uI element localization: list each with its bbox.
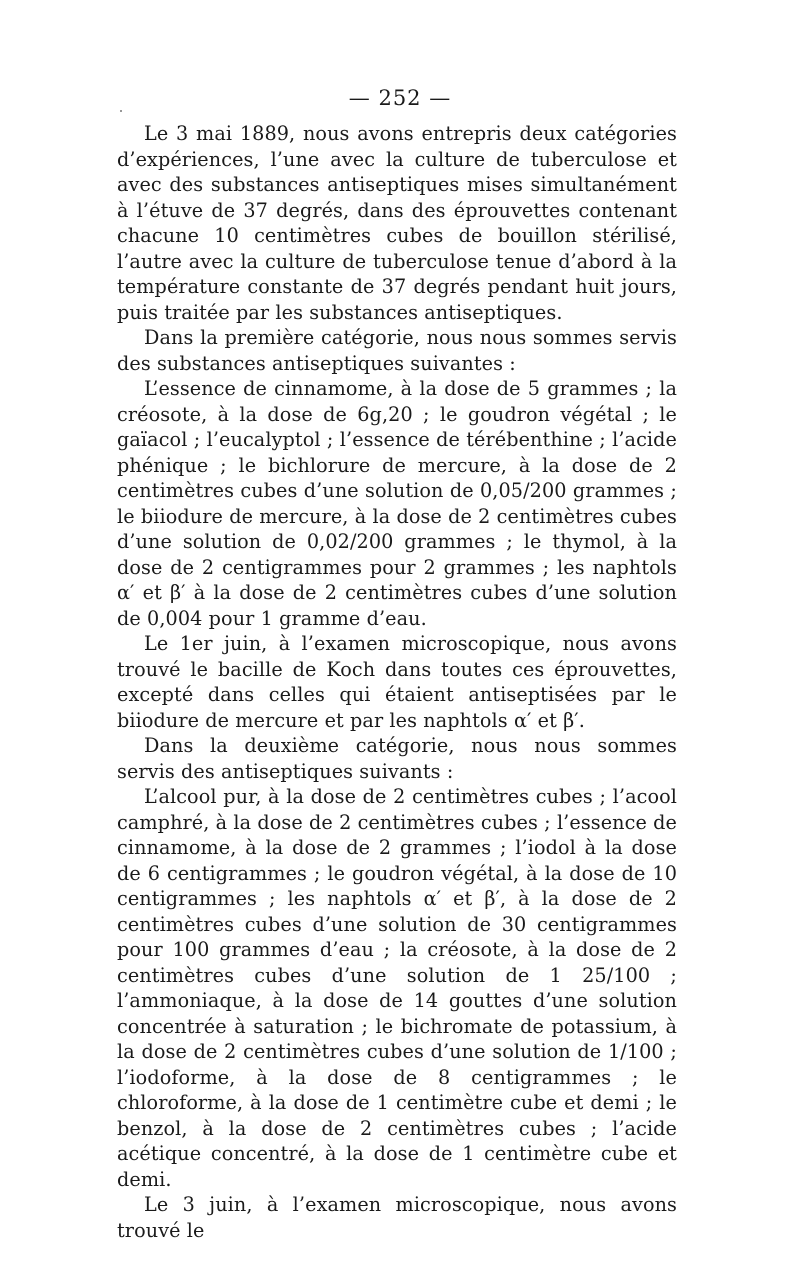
paragraph-1: Le 3 mai 1889, nous avons entrepris deux catégories d’expériences, l’une avec la culture de tuberculose et avec des substances antiseptiques mises simultanément à l’étuve de 37 degrés, dans des éprouvettes contenant chacune 10 centimètres cubes de bouillon stérilisé, l’autre avec la culture de tuberculose tenue d’abord à la température constante de 37 degrés pendant huit jours, puis traitée par les substances antiseptiques. bbox=[117, 122, 677, 324]
paragraph-6: L’alcool pur, à la dose de 2 centimètres cubes ; l’acool camphré, à la dose de 2 centimètres cubes ; l’essence de cinnamome, à la dose de 2 grammes ; l’iodol à la dose de 6 centigrammes ; le goudron végétal, à la dose de 10 centigrammes ; les naphtols α′ et β′, à la dose de 2 centimètres cubes d’une solution de 30 centigrammes pour 100 grammes d’eau ; la créosote, à la dose de 2 centimètres cubes d’une solution de 1 25/100 ; l’ammoniaque, à la dose de 14 gouttes d’une solution concentrée à saturation ; le bichromate de potassium, à la dose de 2 centimètres cubes d’une solution de 1/100 ; l’iodoforme, à la dose de 8 centigrammes ; le chloroforme, à la dose de 1 centimètre cube et demi ; le benzol, à la dose de 2 centimètres cubes ; l’acide acétique concentré, à la dose de 1 centimètre cube et demi. bbox=[117, 785, 677, 1191]
paragraph-7: Le 3 juin, à l’examen microscopique, nous avons trouvé le bbox=[117, 1193, 677, 1242]
body-text bbox=[117, 121, 677, 1243]
paragraph-3: L’essence de cinnamome, à la dose de 5 grammes ; la créosote, à la dose de 6g,20 ; le goudron végétal ; le gaïacol ; l’eucalyptol ; l’essence de térébenthine ; l’acide phénique ; le bichlorure de mercure, à la dose de 2 centimètres cubes d’une solution de 0,05/200 grammes ; le biiodure de mercure, à la dose de 2 centimètres cubes d’une solution de 0,02/200 grammes ; le thymol, à la dose de 2 centigrammes pour 2 grammes ; les naphtols α′ et β′ à la dose de 2 centimètres cubes d’une solution de 0,004 pour 1 gramme d’eau. bbox=[117, 377, 677, 630]
paragraph-4: Le 1er juin, à l’examen microscopique, nous avons trouvé le bacille de Koch dans toutes ces éprouvettes, excepté dans celles qui étaient antiseptisées par le biiodure de mercure et par les naphtols α′ et β′. bbox=[117, 632, 677, 732]
page-number: — 252 — bbox=[348, 86, 452, 110]
paragraph-5: Dans la deuxième catégorie, nous nous sommes servis des antiseptiques suivants : bbox=[117, 734, 677, 783]
paragraph-2: Dans la première catégorie, nous nous sommes servis des substances antiseptiques suivantes : bbox=[117, 326, 677, 375]
print-speck bbox=[120, 110, 122, 112]
